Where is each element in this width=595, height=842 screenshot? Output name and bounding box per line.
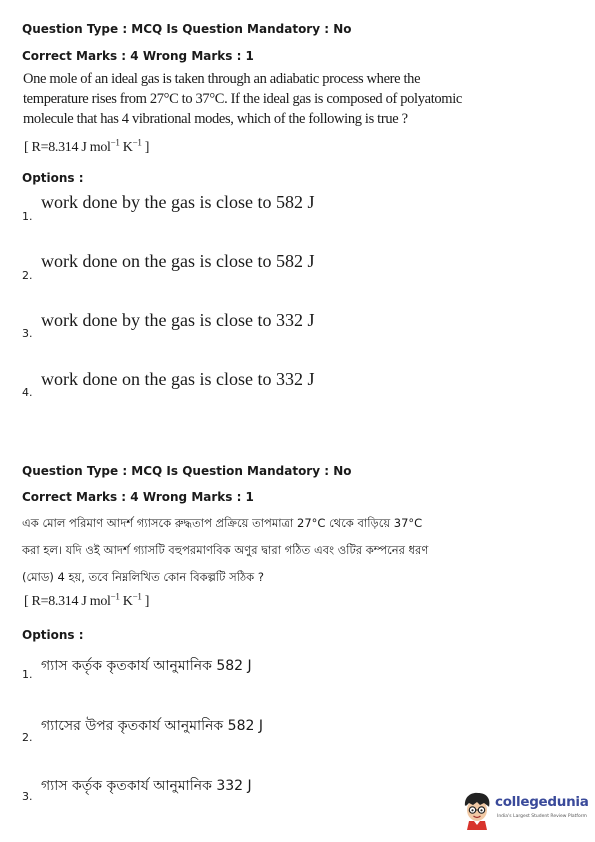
collegedunia-logo [460,790,590,830]
question-type-line: Question Type : MCQ Is Question Mandatory : No [22,22,352,36]
question-text: One mole of an ideal gas is taken through an adiabatic process where the temperature rises from 27°C to 37°C. If the ideal gas is composed of polyatomic molecule that has 4 vibrational modes, which of the following is true ? [23,71,462,127]
formula-exponent: −1 [132,591,142,602]
formula-suffix: ] [141,594,150,609]
question-text: এক মোল পরিমাণ আদর্শ গ্যাসকে রুদ্ধতাপ প্রক্রিয়ে তাপমাত্রা 27°C থেকে বাড়িয়ে 37°C করা হল। যদি ওই আদর্শ গ্যাসটি বহুপরমাণবিক অণুর দ্বারা গঠিত এবং ওটির কম্পনের ধরণ (মোড) 4 হয়, তবে নিম্নলিখিত কোন বিকল্পটি সঠিক ? [22,516,429,584]
option-text: work done on the gas is close to 332 J [41,369,315,389]
marks-line: Correct Marks : 4 Wrong Marks : 1 [22,490,254,504]
option-number: 4. [22,386,33,399]
formula-prefix: [ R=8.314 J mol [24,140,111,155]
formula-exponent: −1 [132,137,142,148]
option-number: 3. [22,790,33,803]
question-type-line: Question Type : MCQ Is Question Mandatory : No [22,464,352,478]
option-text: work done by the gas is close to 582 J [41,192,315,212]
gas-constant-formula [24,137,150,156]
option-number: 2. [22,269,33,282]
option-text: work done by the gas is close to 332 J [41,310,315,330]
option-number: 1. [22,210,33,223]
logo-tagline: India's Largest Student Review Platform [497,814,587,819]
option-text: গ্যাস কর্তৃক কৃতকার্য আনুমানিক 332 J [41,778,252,794]
marks-line: Correct Marks : 4 Wrong Marks : 1 [22,49,254,63]
option-number: 1. [22,668,33,681]
logo-wordmark: collegedunia [495,794,589,810]
option-text: গ্যাসের উপর কৃতকার্য আনুমানিক 582 J [41,718,263,734]
option-number: 2. [22,731,33,744]
formula-prefix: [ R=8.314 J mol [24,594,111,609]
gas-constant-formula [24,591,150,610]
formula-exponent: −1 [110,137,120,148]
options-label: Options : [22,171,84,185]
options-label: Options : [22,628,84,642]
formula-unit: K [119,594,133,609]
student-mascot-icon [460,790,494,830]
formula-exponent: −1 [110,591,120,602]
option-text: work done on the gas is close to 582 J [41,251,315,271]
formula-unit: K [119,140,133,155]
option-text: গ্যাস কর্তৃক কৃতকার্য আনুমানিক 582 J [41,658,252,674]
formula-suffix: ] [141,140,150,155]
option-number: 3. [22,327,33,340]
